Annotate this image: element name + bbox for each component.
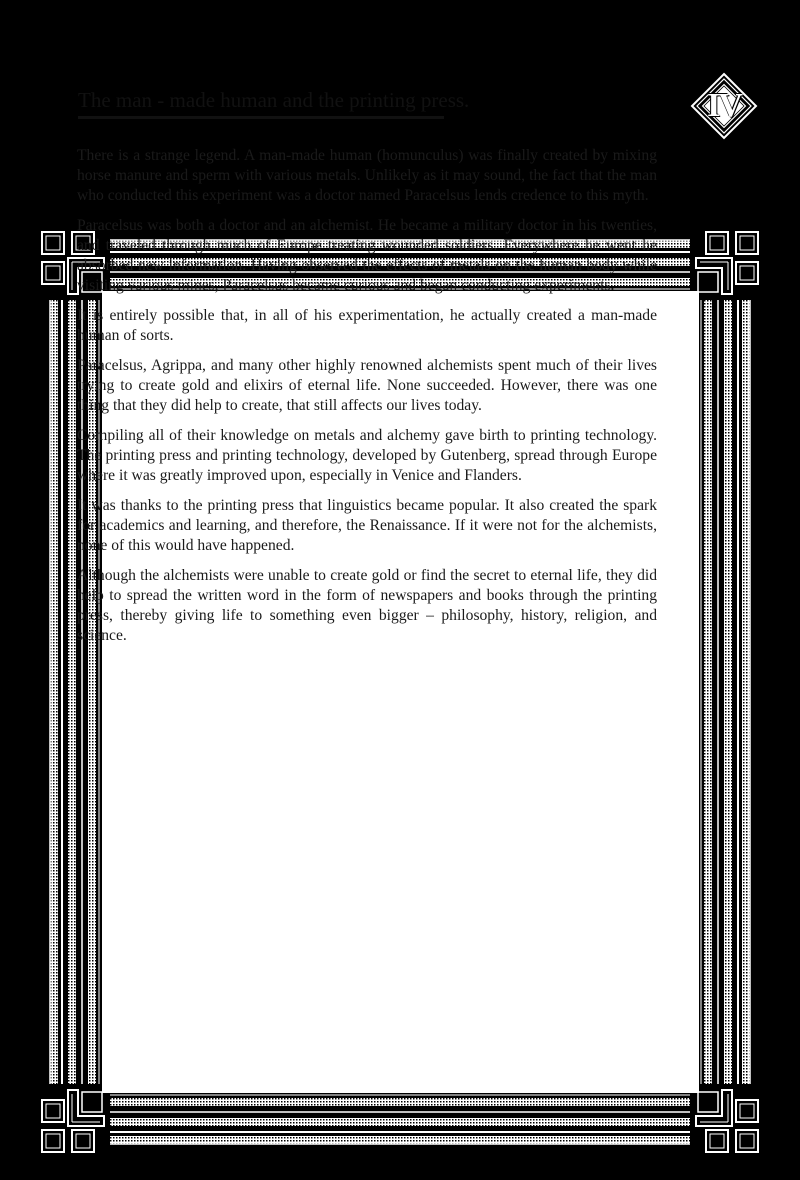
title-underline xyxy=(78,116,444,119)
paragraph: It is entirely possible that, in all of his experimentation, he actually created a man-made human of sorts. xyxy=(77,307,657,344)
paragraph: Although the alchemists were unable to create gold or find the secret to eternal life, they did help to spread the written word in the form of newspapers and books through the printing press, thereby giving life to something even bigger – philosophy, history, religion, and science. xyxy=(77,567,657,644)
paragraph: Paracelsus, Agrippa, and many other highly renowned alchemists spent much of their lives trying to create gold and elixirs of eternal life. None succeeded. However, there was one thing that they did help to create, that still affects our lives today. xyxy=(77,357,657,414)
paragraph: It was thanks to the printing press that linguistics became popular. It also created the spark for academics and learning, and therefore, the Renaissance. If it were not for the alchemists, none of this would have happened. xyxy=(77,497,657,554)
article-title: The man - made human and the printing press. xyxy=(78,88,470,112)
paragraph: Compiling all of their knowledge on metals and alchemy gave birth to printing technology. The printing press and printing technology, developed by Gutenberg, spread through Europe where it was greatly improved upon, especially in Venice and Flanders. xyxy=(77,427,657,484)
paragraph: There is a strange legend. A man-made human (homunculus) was finally created by mixing horse manure and sperm with various metals. Unlikely as it may sound, the fact that the man who conducted this experiment was a doctor named Paracelsus lends credence to this myth. xyxy=(77,147,657,204)
paragraph: Paracelsus was both a doctor and an alchemist. He became a military doctor in his twenties, and traveled through much of Europe treating wounded soldiers. Everywhere he went he absorbed new information. Having observed the effects of metals on the human body while visiting various mines, Paracelsus became curious and began conducting experiments. xyxy=(77,217,657,294)
article-body xyxy=(77,146,657,656)
chapter-number: IV xyxy=(707,87,741,124)
chapter-badge xyxy=(690,72,758,140)
